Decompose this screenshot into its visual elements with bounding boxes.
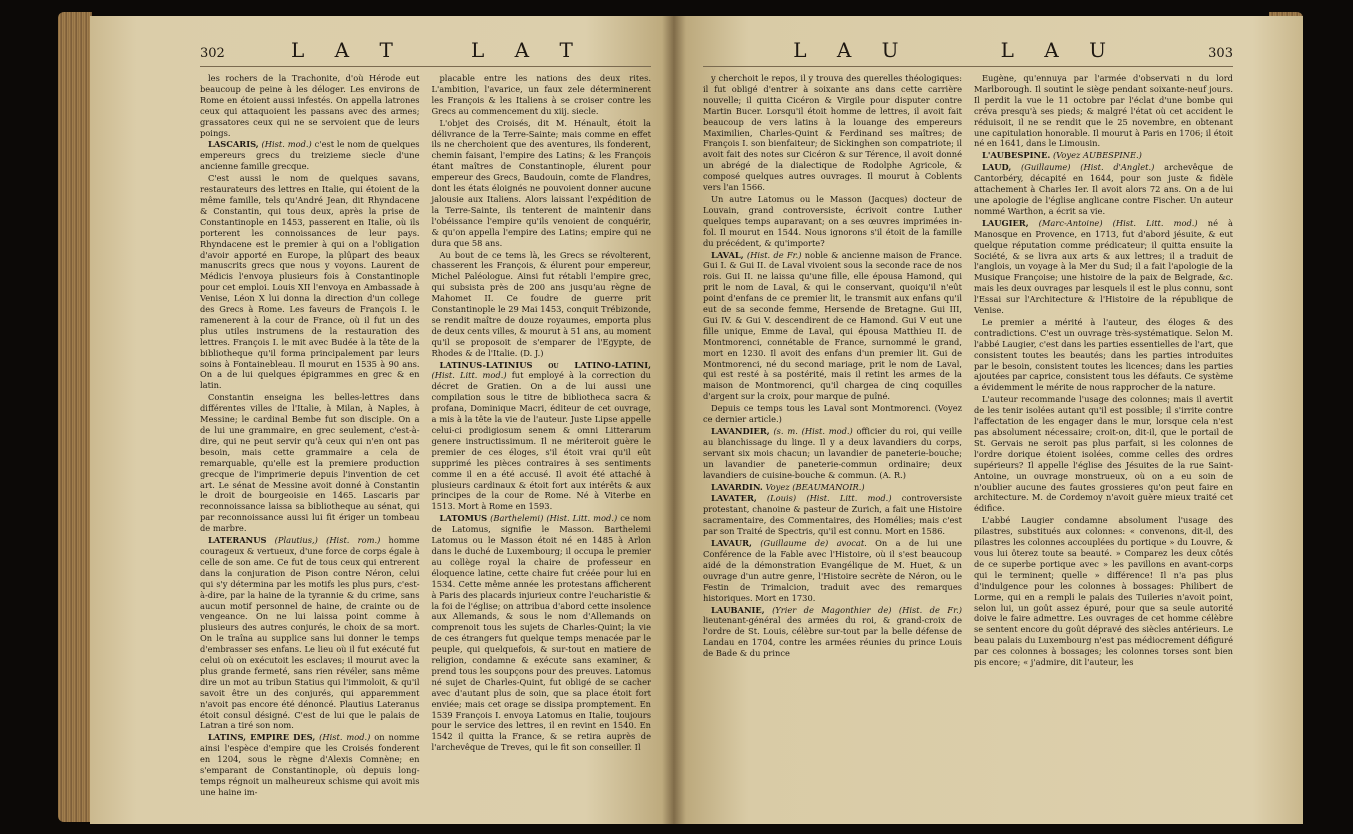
right-page	[673, 16, 1303, 824]
right-page-header	[703, 38, 1233, 67]
entry-headword: LASCARIS,	[208, 139, 259, 150]
entry-text: L'abbé Laugier condamne absolument l'usage des pilastres, substitués aux colonnes: « convenons, dit-il, des pilastres les colonnes accouplées du portique » du Louvre, & vous lui ôterez toute sa beauté. » Comparez les deux côtés de ce superbe portique avec » les pavillons en avant-corps qui le terminent; quelle » différence! Il n'a pas plus d'indulgence pour les colonnes à bossages: Philibert de Lorme, qui en a rempli le palais des Tuileries n'avoit point, selon lui, un goût assez épuré, pour que sa seule autorité doive le faire admettre. Les ouvrages de cet homme célèbre se sentent encore du goût dépravé des siècles antérieurs. Le beau palais du Luxembourg n'est pas médiocrement défiguré par ces colonnes à bossages; les colonnes torses sont bien pis encore; « j'admire, dit l'auteur, les	[974, 515, 1233, 668]
entry-paragraph	[703, 194, 962, 249]
left-column-1	[200, 73, 420, 799]
running-head-right-a: L A U	[793, 38, 911, 62]
entry-headword: LATOMUS	[439, 513, 488, 524]
entry-text: placable entre les nations des deux rites. L'ambition, l'avarice, un faux zele déterminerent les François & les Italiens à se croiser contre les Grecs au commencement du xiij. siecle.	[431, 73, 651, 116]
book-edge-left	[58, 12, 92, 822]
entry-reference: (Plautius,) (Hist. rom.)	[274, 535, 381, 546]
entry-reference: (Hist. mod.)	[319, 732, 371, 743]
entry-paragraph	[703, 538, 962, 603]
entry-text: Eugène, qu'ennuya par l'armée d'observati n du lord Marlborough. Il soutint le siège pendant soixante-neuf jours. Il perdit la vue le 11 octobre par l'éclat d'une bombe qui créva presqu'à ses pieds; & malgré l'état où cet accident le réduisoit, il ne se rendit que le 25 novembre, en obtenant une capitulation honorable. Il mourut à Paris en 1706; il étoit né en 1641, dans le Limousin.	[974, 73, 1233, 149]
entry-text: homme courageux & vertueux, d'une force de corps égale à celle de son ame. Ce fut de tous ceux qui entrerent dans la conjuration de Pison contre Néron, celui qui s'y détermina par les motifs les plus purs, c'est-à-dire, par la haine de la tyrannie & du crime, sans aucun motif personnel de haine, de crainte ou de vengeance. On ne lui laissa point comme à plusieurs des autres conjurés, le choix de sa mort. On le traîna au supplice sans lui donner le temps d'embrasser ses enfans. Le lieu où il fut exécuté fut celui où on exécutoit les esclaves; il mourut avec la plus grande fermeté, sans rien révéler, sans même dire un mot au tribun Statius qui l'immoloit, & qu'il savoit être un des conjurés, qui apparemment n'avoit pas encore été dénoncé. Plautius Lateranus étoit consul désigné. C'est de lui que le palais de Latran a tiré son nom.	[200, 535, 420, 731]
entry-headword: LAUBANIE,	[711, 604, 765, 615]
entry-reference: (Guillaume) (Hist. d'Anglet.)	[1021, 162, 1155, 173]
entry-reference: Voyez (BEAUMANOIR.)	[765, 481, 865, 492]
entry-text: L'objet des Croisés, dit M. Hénault, étoit la délivrance de la Terre-Sainte; mais comme en effet ils ne cherchoient que des aventures, ils fonderent, chemin faisant, l'empire des Latins; & les François étant maîtres de Constantinople, élurent pour empereur des Grecs, Baudouin, comte de Flandres, dont les états éloignés ne pouvoient donner aucune jalousie aux Italiens. Alors laissant l'expédition de la Terre-Sainte, ils tenterent de maintenir dans l'obéissance l'empire qu'ils venoient de conquérir, & qu'on appella l'empire des Latins; empire qui ne dura que 58 ans.	[431, 117, 651, 248]
entry-text: né à Manosque en Provence, en 1713, fut d'abord jésuite, & eut quelque réputation comme prédicateur; il quitta ensuite la Société, & se livra aux arts & aux lettres; il a traduit de l'anglois, un voyage à la Mer du Sud; il a fait l'apologie de la Musique Françoise; une histoire de la paix de Belgrade, &c. mais les deux ouvrages par lesquels il est le plus connu, sont l'Essai sur l'Architecture & l'Histoire de la république de Venise.	[974, 217, 1234, 316]
entry-paragraph	[703, 403, 962, 425]
entry-headword: LAVAL,	[711, 249, 744, 260]
running-head-right-b: L A U	[1000, 38, 1118, 62]
entry-reference: (Guillaume de) avocat.	[760, 538, 867, 549]
entry-paragraph	[703, 482, 962, 493]
entry-reference: (Hist. Litt. mod.)	[431, 370, 507, 381]
entry-paragraph	[432, 73, 652, 117]
entry-headword: LATINS, EMPIRE DES,	[208, 732, 316, 743]
book-gutter	[662, 16, 686, 824]
entry-text: y cherchoit le repos, il y trouva des querelles théologiques: il fut obligé d'entrer à soixante ans dans cette carrière nouvelle; il quitta Cicéron & Virgile pour disputer contre Martin Bucer. Lorsqu'il étoit homme de lettres, il avoit fait beaucoup de vers latins à la louange des empereurs Maximilien, Charles-Quint & Ferdinand ses maîtres; de François I. son bienfaiteur; de Sickinghen son compatriote; il avoit fait des notes sur Cicéron & sur Térence, il avoit donné un abrégé de la dialectique de Rodolphe Agricole, & composé quelques autres ouvrages. Il mourut à Coblents vers l'an 1566.	[703, 73, 962, 193]
entry-text: les rochers de la Trachonite, d'où Hérode eut beaucoup de peine à les déloger. Les environs de Rome en étoient aussi infestés. On appella latrones ceux qui attaquoient les passans avec des armes; grassatores ceux qui ne se servoient que de leurs poings.	[200, 73, 420, 138]
entry-paragraph	[432, 360, 652, 513]
entry-reference: (Hist. mod.)	[261, 139, 312, 150]
entry-reference: (Louis) (Hist. Litt. mod.)	[766, 493, 892, 504]
entry-text: L'auteur recommande l'usage des colonnes; mais il avertit de les tenir isolées autant qu'il est possible; il s'irrite contre l'affectation de les engager dans le mur, lorsque cela n'est pas absolument nécessaire; croit-on, dit-il, que le portail de St. Gervais ne seroit pas plus parfait, si les colonnes de l'ordre dorique étoient isolées, comme celles des ordres supérieurs? Il appelle l'église des Jésuites de la rue Saint-Antoine, un ouvrage monstrueux, où on a eu soin de n'oublier aucune des fautes grossieres qu'on peut faire en architecture. M. de Cordemoy n'avoit guère mieux traité cet édifice.	[974, 394, 1233, 514]
entry-headword: LAUD,	[982, 162, 1012, 173]
entry-paragraph	[432, 118, 652, 249]
entry-reference: (Marc-Antoine) (Hist. Litt. mod.)	[1038, 217, 1198, 228]
entry-text: ce nom de Latomus, signifie le Masson. Barthelemi Latomus ou le Masson étoit né en 1485 à Arlon dans le duché de Luxembourg; il occupa le premier au collège royal la chaire de professeur en éloquence latine, cette chaire fut créée pour lui en 1534. Cette même année les protestans afficherent à Paris des placards injurieux contre l'eucharistie & la foi de l'église; on attribua d'abord cette insolence aux Allemands, & sous le nom d'Allemands on comprenoit tous les sujets de Charles-Quint; la vie de ces étrangers fut quelque temps menacée par le peuple, qui quelquefois, & sur-tout en matiere de religion, condamne & exécute sans examiner, & prend tous les soupçons pour des preuves. Latomus né sujet de Charles-Quint, fut obligé de se cacher avec d'autant plus de soin, que sa place étoit fort enviée; mais cet orage se dissipa promptement. En 1539 François I. envoya Latomus en Italie, toujours pour le service des lettres, il en revint en 1540. En 1542 il quitta la France, & se retira auprès de l'archevêque de Treves, qui le fit son conseiller. Il	[431, 513, 652, 753]
entry-paragraph	[432, 513, 652, 753]
entry-text: controversiste protestant, chanoine & pasteur de Zurich, a fait une Histoire sacramentaire, des Commentaires, des Homélies; mais c'est par son Traité de Spectris, qu'il est connu. Mort en 1586.	[703, 493, 963, 537]
entry-paragraph	[200, 173, 420, 391]
entry-paragraph	[974, 162, 1233, 217]
entry-paragraph	[974, 218, 1233, 316]
entry-text: lieutenant-général des armées du roi, & grand-croix de l'ordre de St. Louis, célèbre sur-tout par la belle défense de Landau en 1704, contre les armées réunies du prince Louis de Bade & du prince	[703, 615, 962, 659]
entry-paragraph	[974, 73, 1233, 149]
entry-text: On a de lui une Conférence de la Fable avec l'Histoire, où il s'est beaucoup aidé de la démonstration Evangélique de M. Huet, & un ouvrage d'un autre genre, l'Histoire secrète de Néron, ou le Festin de Trimalcion, traduit avec des remarques historiques. Mort en 1730.	[703, 538, 962, 603]
entry-text: archevêque de Cantorbéry, décapité en 1644, pour son juste & fidèle attachement à Charles Ier. Il avoit alors 72 ans. On a de lui une apologie de l'église anglicane contre Fischer. Un auteur nommé Warthon, a écrit sa vie.	[974, 162, 1233, 216]
left-page-header	[200, 38, 651, 67]
entry-headword: LAVARDIN.	[711, 481, 763, 492]
entry-text: c'est le nom de quelques empereurs grecs du treizieme siecle d'une ancienne famille grecque.	[200, 139, 420, 172]
entry-paragraph	[703, 426, 962, 481]
running-head-left-a: L A T	[291, 38, 405, 62]
entry-reference: (Yrier de Magonthier de) (Hist. de Fr.)	[772, 604, 962, 615]
left-page-columns	[200, 73, 651, 799]
entry-paragraph	[703, 73, 962, 193]
right-page-columns	[703, 73, 1233, 669]
entry-headword: LATERANUS	[208, 535, 267, 546]
entry-paragraph	[974, 515, 1233, 668]
page-number-right: 303	[1208, 46, 1233, 61]
entry-text: Depuis ce temps tous les Laval sont Montmorenci. (Voyez ce dernier article.)	[703, 403, 962, 425]
entry-paragraph	[974, 150, 1233, 161]
entry-headword: L'AUBESPINE.	[982, 150, 1051, 161]
entry-text: on nomme ainsi l'espèce d'empire que les Croisés fonderent en 1204, sous le règne d'Alexis Comnène; en s'emparant de Constantinople, où depuis long-temps régnoit un malheureux schisme qui avoit mis une haine im-	[200, 732, 420, 797]
entry-headword: LAVAUR,	[711, 538, 752, 549]
right-column-1	[703, 73, 962, 669]
entry-text: C'est aussi le nom de quelques savans, restaurateurs des lettres en Italie, qui étoient de la même famille, tels qu'André Jean, dit Rhyndacene & Constantin, qui tous deux, après la prise de Constantinople en 1453, passerent en Italie, où ils porterent les connoissances de leur pays. Rhyndacene est le premier à qui on a l'obligation d'avoir apporté en Europe, la plûpart des beaux manuscrits grecs que nous y voyons. Laurent de Médicis l'envoya plusieurs fois à Constantinople pour cet emploi. Louis XII l'envoya en Ambassade à Venise, Léon X lui donna la direction d'un college des Grecs à Rome. Les faveurs de François I. le ramenerent à la cour de France, où il fut un des plus utiles instrumens de la restauration des lettres. François I. le mit avec Budée à la tête de la bibliotheque qu'il forma principalement par leurs soins à Fontainebleau. Il mourut en 1535 à 90 ans. On a de lui quelques épigrammes en grec & en latin.	[200, 173, 420, 391]
entry-reference: (s. m. (Hist. mod.)	[773, 426, 853, 436]
entry-paragraph	[200, 392, 420, 534]
entry-paragraph	[703, 605, 962, 660]
entry-paragraph	[974, 394, 1233, 514]
entry-paragraph	[200, 535, 420, 731]
entry-headword: LAUGIER,	[982, 217, 1029, 228]
entry-text: Le premier a mérité à l'auteur, des éloges & des contradictions. C'est un ouvrage très-systématique. Selon M. l'abbé Laugier, c'est dans les parties essentielles de l'art, que consistent toutes les beautés; dans les parties introduites par le besoin, consistent toutes les licences; dans les parties ajoutées par caprice, consistent tous les défauts. Ce système a évidemment le mérite de nous rapprocher de la nature.	[974, 316, 1233, 393]
entry-text: Un autre Latomus ou le Masson (Jacques) docteur de Louvain, grand controversiste, écrivoit contre Luther quelques temps auparavant; on a ses œuvres imprimées in-fol. Il mourut en 1544. Nous ignorons s'il étoit de la famille du précédent, & qu'importe?	[703, 193, 962, 248]
entry-reference: (Barthelemi) (Hist. Litt. mod.)	[490, 513, 618, 524]
entry-paragraph	[200, 732, 420, 797]
entry-text: officier du roi, qui veille au blanchissage du linge. Il y a deux lavandiers du corps, servant six mois chacun; un lavandier de paneterie-bouche; un lavandier de paneterie-commun ordinaire; deux lavandiers de cuisine-bouche & commun. (A. R.)	[703, 426, 963, 480]
entry-paragraph	[703, 250, 962, 403]
entry-reference: (Voyez AUBESPINE.)	[1052, 150, 1142, 161]
entry-paragraph	[200, 73, 420, 138]
entry-text: fut employé à la correction du décret de Gratien. On a de lui aussi une compilation sous le titre de bibliotheca sacra & profana, Dominique Macri, éditeur de cet ouvrage, a mis à la tête la vie de l'auteur. Juste Lipse appelle celui-ci prodigiosum senem & omni Litterarum genere instructissimum. Il ne mériteroit guère le premier de ces éloges, s'il étoit vrai qu'il eût supprimé les pièces contraires à ses sentiments comme il en a été accusé. Il avoit été attaché à plusieurs cardinaux & étoit fort aux intérêts & aux principes de la cour de Rome. Né à Viterbe en 1513. Mort à Rome en 1593.	[431, 370, 651, 512]
entry-text: Au bout de ce tems là, les Grecs se révolterent, chasserent les François, & élurent pour empereur, Michel Paléologue. Ainsi fut rétabli l'empire grec, qui subsista près de 200 ans jusqu'au règne de Mahomet II. Ce foudre de guerre prit Constantinople le 29 Mai 1453, conquit Trébizonde, se rendit maître de douze royaumes, emporta plus de deux cents villes, & mourut à 51 ans, au moment qu'il se proposoit de s'emparer de l'Egypte, de Rhodes & de l'Italie. (D. J.)	[431, 249, 651, 358]
right-column-2	[974, 73, 1233, 669]
running-head-left-b: L A T	[471, 38, 585, 62]
left-page	[90, 16, 673, 824]
entry-paragraph	[974, 317, 1233, 393]
entry-paragraph	[432, 250, 652, 359]
entry-text: noble & ancienne maison de France. Gui I. & Gui II. de Laval vivoient sous la seconde race de nos rois. Gui II. ne laissa qu'une fille, elle épousa Hamond, qui prit le nom de Laval, & qui le conservant, quoiqu'il n'eût point d'enfans de ce premier lit, le transmit aux enfans qu'il eut de sa seconde femme, Hersende de Bretagne. Gui III, Gui IV. & Gui V. descendirent de ce Hamond. Gui V eut une fille unique, Emme de Laval, qui épousa Matthieu II. de Montmorenci, connétable de France, surnommé le grand, mort en 1230. Il avoit des enfans d'un premier lit. Gui de Montmorenci, né du second mariage, prit le nom de Laval, qui est resté à sa postérité, mais il retint les armes de la maison de Montmorenci, qu'il chargea de cinq coquilles d'argent sur la croix, pour marque de puîné.	[703, 249, 962, 402]
entry-headword: LAVATER,	[711, 493, 757, 504]
entry-headword: LAVANDIER,	[711, 426, 770, 436]
page-number-left: 302	[200, 46, 225, 61]
entry-text: Constantin enseigna les belles-lettres dans différentes villes de l'Italie, à Milan, à Naples, à Messine; le cardinal Bembe fut son disciple. On a de lui une grammaire, en grec seulement, c'est-à-dire, qui ne peut servir qu'à ceux qui n'en ont pas besoin, mais cette grammaire a cela de remarquable, qu'elle est la premiere production grecque de l'imprimerie depuis l'invention de cet art. Le sénat de Messine avoit donné à Constantin le droit de bourgeoisie en 1465. Lascaris par reconnoissance laissa sa bibliotheque au sénat, qui par reconnoissance aussi lui fit ériger un tombeau de marbre.	[200, 392, 420, 534]
left-column-2	[432, 73, 652, 799]
entry-paragraph	[703, 493, 962, 537]
entry-reference: (Hist. de Fr.)	[746, 249, 802, 260]
entry-paragraph	[200, 139, 420, 172]
entry-headword: LATINUS-LATINIUS ou LATINO-LATINI,	[439, 359, 651, 370]
